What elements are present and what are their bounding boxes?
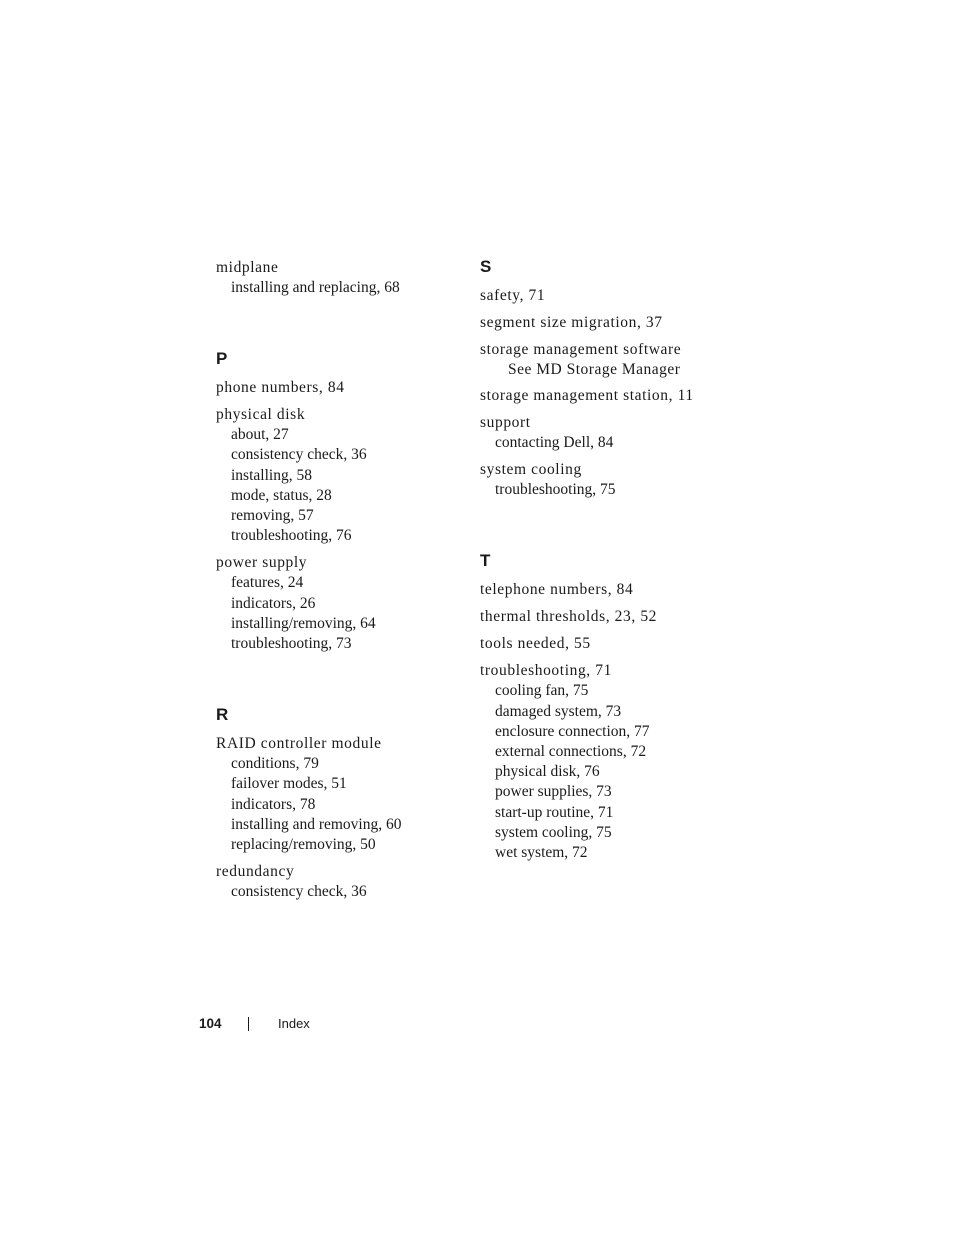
section-spacer	[216, 661, 466, 705]
index-entry	[480, 580, 730, 600]
index-letter-heading: P	[216, 349, 228, 369]
index-term: thermal thresholds, 23, 52	[480, 608, 658, 626]
index-term: physical disk	[216, 406, 306, 424]
index-subentry: failover modes, 51	[231, 775, 347, 793]
index-term: storage management station, 11	[480, 387, 694, 404]
index-term: redundancy	[216, 863, 295, 881]
index-term: storage management software	[480, 341, 682, 358]
index-term: system cooling	[480, 461, 582, 479]
index-subentry: mode, status, 28	[231, 486, 332, 504]
index-entry	[216, 862, 466, 902]
footer-section-name: Index	[278, 1016, 310, 1031]
index-entry	[216, 258, 466, 298]
index-column-left	[216, 258, 466, 909]
index-entry	[480, 607, 730, 627]
index-term: troubleshooting, 71	[480, 662, 612, 680]
index-letter-heading: S	[480, 257, 492, 276]
index-subentry: system cooling, 75	[495, 823, 612, 841]
index-subentry: removing, 57	[231, 507, 314, 525]
index-entry	[216, 553, 466, 654]
index-entry	[480, 286, 730, 306]
index-subentry: features, 24	[231, 574, 304, 592]
index-subentry: indicators, 26	[231, 594, 316, 612]
index-term: safety, 71	[480, 287, 546, 304]
index-subentry: conditions, 79	[231, 755, 319, 773]
index-entry	[480, 661, 730, 863]
index-term: power supply	[216, 554, 308, 572]
index-subentry: troubleshooting, 73	[231, 635, 352, 653]
section-spacer	[216, 305, 466, 349]
index-subentry: power supplies, 73	[495, 783, 612, 801]
index-subentry: contacting Dell, 84	[495, 434, 614, 451]
index-entry	[480, 386, 730, 406]
index-subentry: troubleshooting, 75	[495, 481, 616, 499]
index-subentry: about, 27	[231, 426, 289, 444]
index-see-reference: See MD Storage Manager	[508, 361, 681, 378]
index-entry	[216, 734, 466, 855]
index-subentry: installing and replacing, 68	[231, 279, 400, 296]
index-column-right	[480, 257, 730, 870]
index-entry	[480, 413, 730, 453]
section-spacer	[480, 507, 730, 551]
index-term: support	[480, 414, 531, 431]
index-subentry: installing/removing, 64	[231, 614, 376, 632]
footer-separator	[248, 1017, 249, 1031]
index-subentry: external connections, 72	[495, 743, 647, 761]
index-subentry: start-up routine, 71	[495, 803, 614, 821]
index-subentry: consistency check, 36	[231, 883, 367, 901]
index-term: phone numbers, 84	[216, 379, 345, 397]
index-term: segment size migration, 37	[480, 314, 663, 331]
index-entry	[480, 313, 730, 333]
index-subentry: consistency check, 36	[231, 446, 367, 464]
index-subentry: replacing/removing, 50	[231, 836, 376, 854]
index-letter-heading: T	[480, 551, 491, 571]
index-term: RAID controller module	[216, 735, 382, 753]
index-entry	[480, 340, 730, 379]
index-subentry: installing and removing, 60	[231, 815, 402, 833]
index-subentry: troubleshooting, 76	[231, 527, 352, 545]
index-entry	[480, 460, 730, 500]
index-subentry: wet system, 72	[495, 844, 588, 862]
index-subentry: physical disk, 76	[495, 763, 600, 781]
index-term: midplane	[216, 259, 279, 276]
index-subentry: damaged system, 73	[495, 702, 622, 720]
index-subentry: cooling fan, 75	[495, 682, 589, 700]
index-term: tools needed, 55	[480, 635, 591, 653]
index-term: telephone numbers, 84	[480, 581, 634, 599]
index-entry	[216, 378, 466, 398]
index-entry	[480, 634, 730, 654]
index-letter-heading: R	[216, 705, 229, 725]
index-entry	[216, 405, 466, 546]
index-subentry: enclosure connection, 77	[495, 722, 650, 740]
index-subentry: installing, 58	[231, 466, 312, 484]
index-subentry: indicators, 78	[231, 795, 316, 813]
page-number: 104	[199, 1016, 222, 1031]
